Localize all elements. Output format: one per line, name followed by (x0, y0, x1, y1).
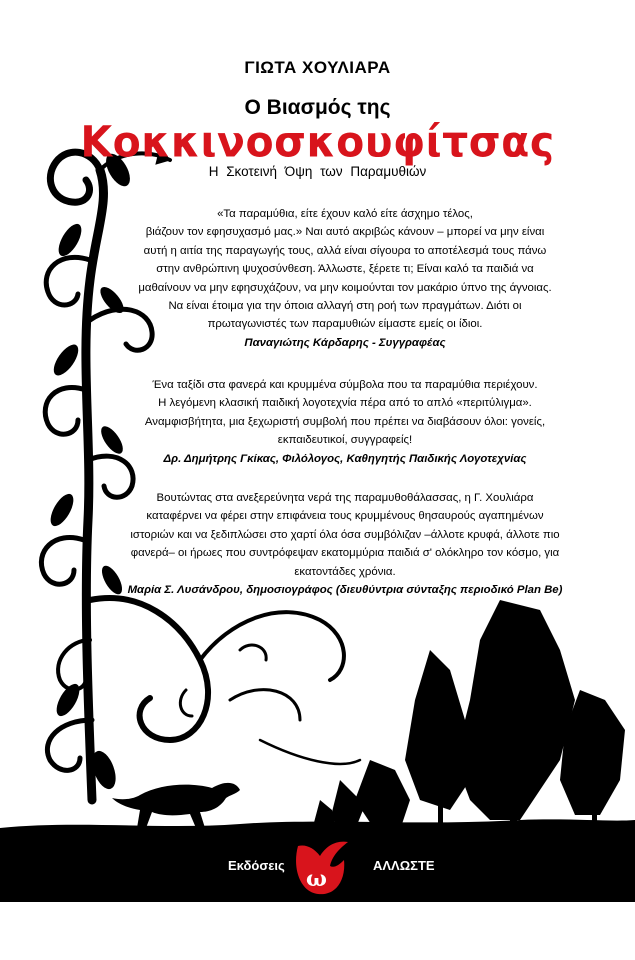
quote-line: Βουτώντας στα ανεξερεύνητα νερά της παραμυθοθάλασσας, η Γ. Χουλιάρα (156, 492, 534, 504)
quote-line: στην ανθρώπινη ψυχοσύνθεση. Άλλωστε, ξέρετε τι; Είναι καλό τα παιδιά να (156, 263, 534, 276)
forest-silhouette-icon (312, 600, 625, 832)
wolf-silhouette-icon (112, 783, 240, 828)
quote-line: ιστοριών και να ξεδιπλώσει στο χαρτί όλα όσα συμβόλιζαν –άλλοτε κρυφά, άλλοτε πιο (130, 528, 560, 541)
review-quote-3 (100, 489, 590, 599)
quote-line: μαθαίνουν να μην εφησυχάζουν, να μην κοιμούνται τον μακάριο ύπνο της άγνοιας. (138, 281, 552, 294)
quote-signature: Μαρία Σ. Λυσάνδρου, δημοσιογράφος (διευθύντρια σύνταξης περιοδικό Plan Be) (127, 584, 563, 597)
quote-line: καταφέρνει να φέρει στην επιφάνεια τους κρυμμένους θησαυρούς αγαπημένων (146, 510, 544, 523)
title-line-1: Ο Βιασμός της (244, 96, 391, 119)
quote-line: Να είναι έτοιμα για την όποια αλλαγή στη ροή των πραγμάτων. Διότι οι (168, 300, 522, 313)
quote-line: Ένα ταξίδι στα φανερά και κρυμμένα σύμβολα που τα παραμύθια περιέχουν. (152, 379, 538, 391)
quote-line: Αναμφισβήτητα, μια ξεχωριστή συμβολή που πρέπει να διαβάσουν όλοι: γονείς, (144, 415, 546, 428)
author-name: ΓΙΩΤΑ ΧΟΥΛΙΑΡΑ (244, 58, 391, 77)
subtitle: Η Σκοτεινή Όψη των Παραμυθιών (208, 164, 427, 179)
review-quote-1 (110, 205, 580, 352)
publisher-label: Εκδόσεις (228, 858, 285, 873)
quote-line: αυτή η αιτία της παραγωγής τους, αλλά είναι σίγουρα το αποτέλεσμά τους πάνω (143, 244, 547, 257)
quote-line: εκατοντάδες χρόνια. (294, 565, 396, 578)
quote-line: πρωταγωνιστές των παραμυθιών είμαστε εμείς οι ίδιοι. (207, 318, 483, 331)
title-line-2: Κοκκινοσκουφίτσας (80, 116, 555, 168)
quote-line: φανερά– οι ήρωες που συντρόφεψαν εκατομμύρια παιδιά σ' ολόκληρο τον κόσμο, για (130, 547, 560, 560)
quote-signature: Παναγιώτης Κάρδαρης - Συγγραφέας (244, 336, 446, 349)
quote-line: βιάζουν τον εφησυχασμό μας.» Ναι αυτό ακριβώς κάνουν – μπορεί να μην είναι (145, 226, 545, 239)
quote-signature: Δρ. Δημήτρης Γκίκας, Φιλόλογος, Καθηγητής Παιδικής Λογοτεχνίας (163, 452, 527, 465)
quote-line: εκπαιδευτικοί, συγγραφείς! (277, 434, 413, 447)
review-quote-2 (110, 376, 580, 468)
publisher-name: ΑΛΛΩΣΤΕ (373, 858, 435, 873)
quote-line: «Τα παραμύθια, είτε έχουν καλό είτε άσχημο τέλος, (217, 208, 473, 220)
svg-text:ω: ω (306, 866, 327, 892)
quote-line: Η λεγόμενη κλασική παιδική λογοτεχνία πέρα από το απλό «περιτύλιγμα». (158, 397, 532, 410)
